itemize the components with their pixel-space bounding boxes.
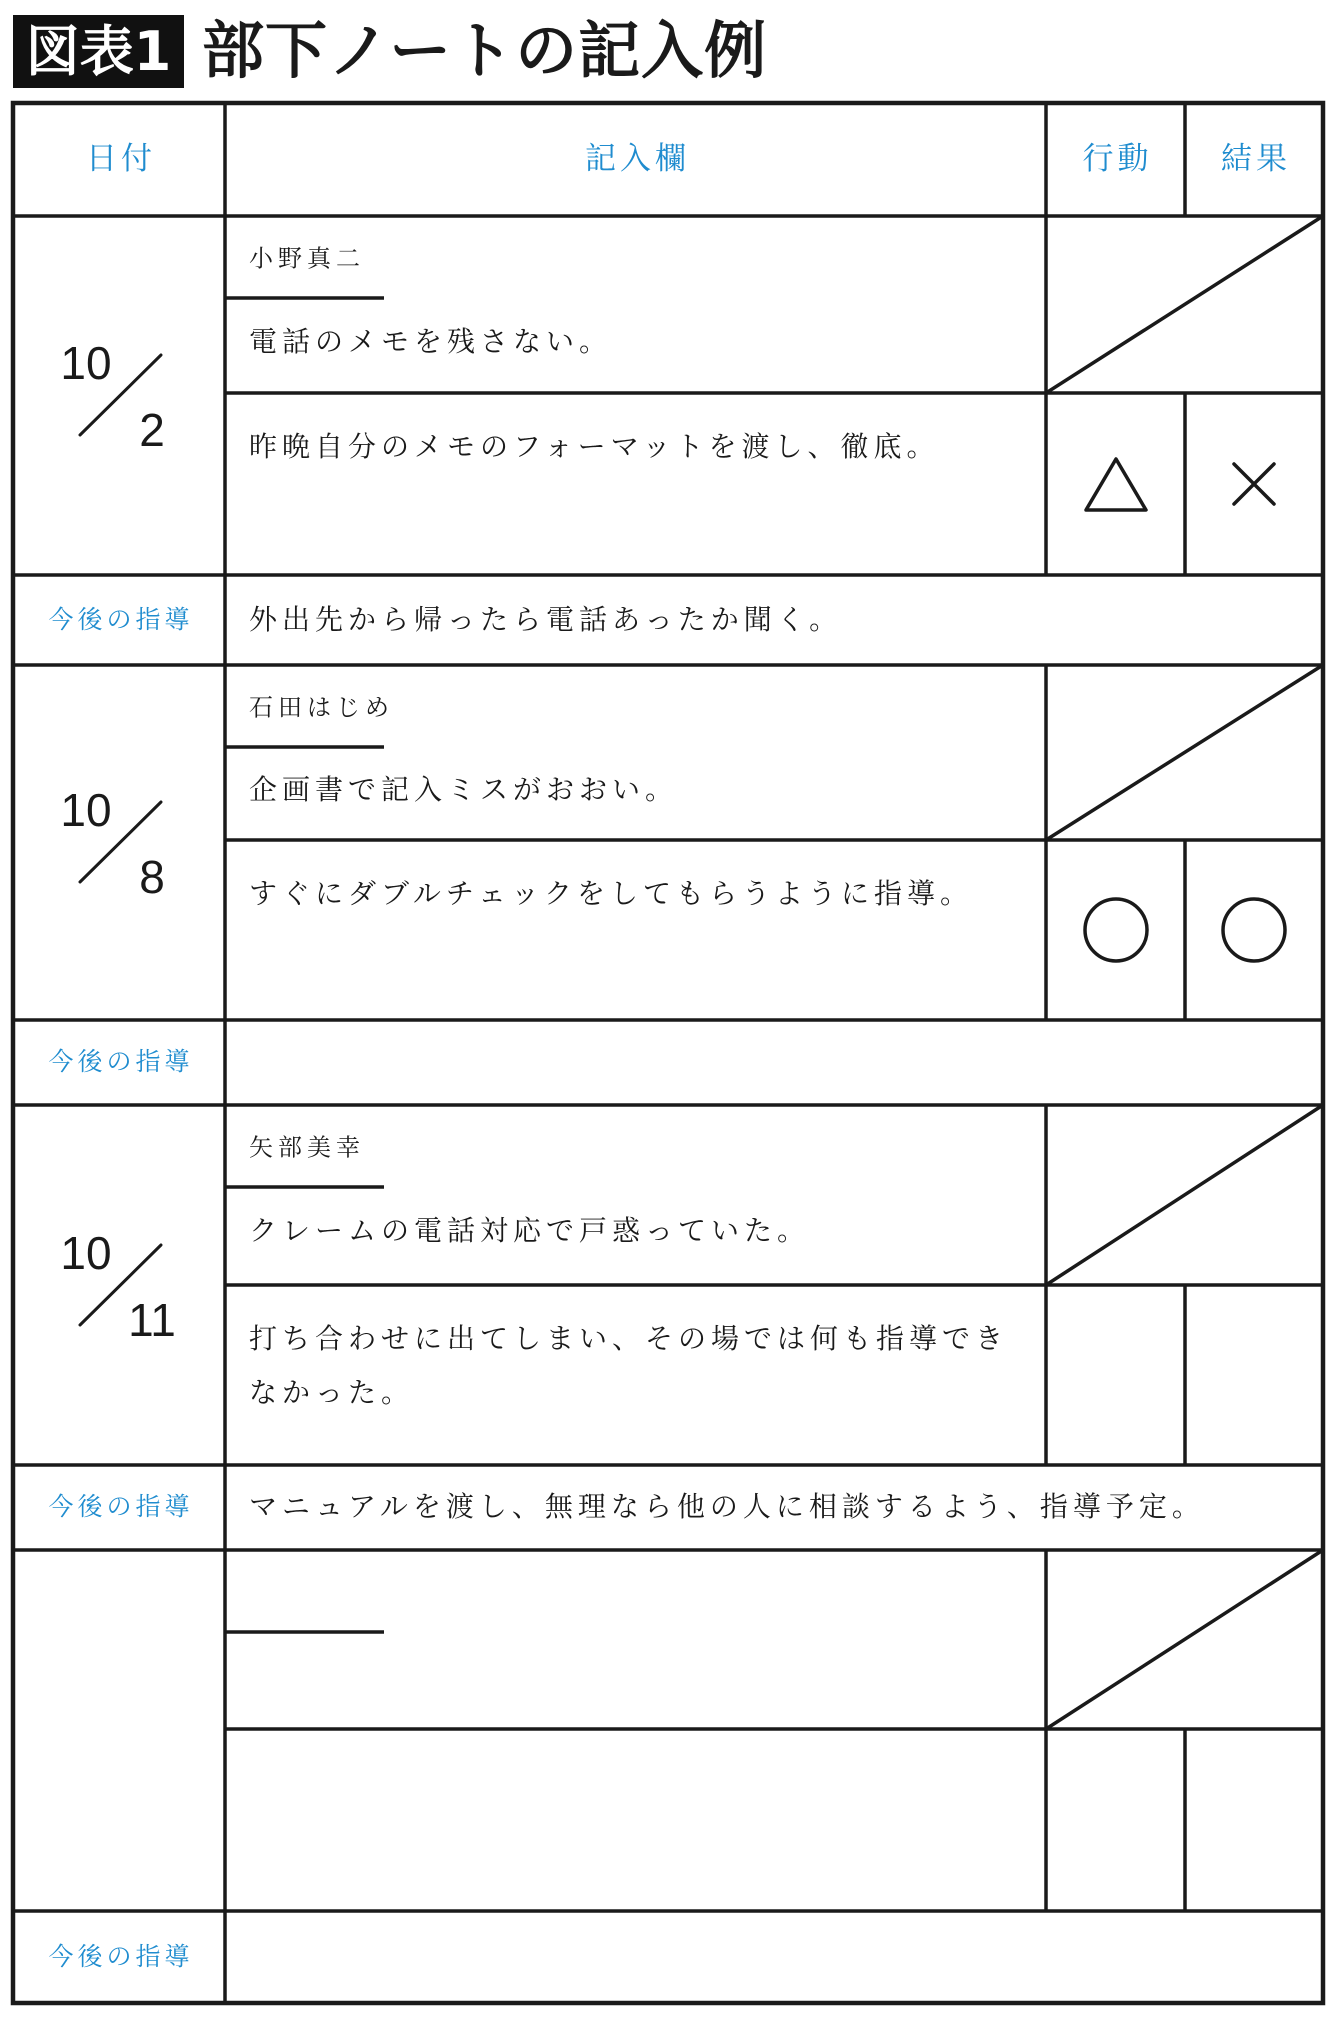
guidance-text: 外出先から帰ったら電話あったか聞く。 [249, 603, 843, 637]
result-mark-cell [1185, 840, 1323, 1020]
result-mark-cell [1185, 1285, 1323, 1465]
date-month: 10 [60, 337, 112, 389]
cross-mark-icon [1230, 460, 1278, 508]
action-mark-cell [1046, 393, 1185, 575]
diagonal-strike-line [1046, 665, 1323, 840]
triangle-mark-icon [1083, 456, 1149, 513]
circle-mark-icon [1082, 896, 1150, 964]
result-mark-cell [1185, 393, 1323, 575]
staff-name: 小野真二 [249, 244, 365, 273]
result-mark-cell [1185, 1729, 1323, 1911]
circle-mark-icon [1220, 896, 1288, 964]
entry-date [39, 762, 199, 922]
column-header-entry-label: 記入欄 [585, 141, 690, 177]
column-dividers [225, 103, 1185, 2003]
date-day: 2 [139, 404, 165, 456]
column-header-entry [225, 103, 1046, 216]
entry-date [39, 315, 199, 475]
issue-text: 企画書で記入ミスがおおい。 [249, 773, 679, 807]
date-day: 8 [139, 851, 165, 903]
response-text: すぐにダブルチェックをしてもらうように指導。 [249, 877, 974, 911]
diagonal-strike-line [1046, 1105, 1323, 1285]
guidance-label: 今後の指導 [48, 1492, 194, 1521]
column-header-result [1185, 103, 1323, 216]
guidance-label: 今後の指導 [48, 605, 194, 634]
date-month: 10 [60, 784, 112, 836]
response-text-line: なかった。 [249, 1376, 415, 1410]
entry-date [39, 1205, 199, 1365]
diagonal-strike-line [1046, 1550, 1323, 1729]
staff-name: 石田はじめ [249, 693, 394, 722]
column-header-result-label: 結果 [1221, 141, 1291, 177]
staff-name: 矢部美幸 [249, 1133, 365, 1162]
guidance-label: 今後の指導 [48, 1047, 194, 1076]
guidance-label: 今後の指導 [48, 1942, 194, 1971]
response-text-line: 打ち合わせに出てしまい、その場では何も指導でき [249, 1322, 1009, 1356]
column-header-action [1046, 103, 1185, 216]
diagonal-strike-line [1046, 216, 1323, 393]
guidance-text: マニュアルを渡し、無理なら他の人に相談するよう、指導予定。 [249, 1490, 1205, 1524]
name-underlines [225, 298, 384, 1632]
column-header-date-label: 日付 [86, 141, 156, 177]
date-day: 11 [128, 1294, 176, 1346]
column-header-action-label: 行動 [1082, 141, 1153, 177]
date-month: 10 [60, 1227, 112, 1279]
figure-title: 部下ノートの記入例 [202, 13, 768, 87]
figure-label: 図表1 [13, 15, 184, 88]
sub-row-dividers [225, 393, 1323, 1729]
column-header-date [13, 103, 225, 216]
issue-text: 電話のメモを残さない。 [249, 325, 613, 359]
action-mark-cell [1046, 1729, 1185, 1911]
issue-text: クレームの電話対応で戸惑っていた。 [249, 1214, 811, 1248]
response-text: 昨晩自分のメモのフォーマットを渡し、徹底。 [249, 430, 940, 464]
action-mark-cell [1046, 840, 1185, 1020]
action-mark-cell [1046, 1285, 1185, 1465]
